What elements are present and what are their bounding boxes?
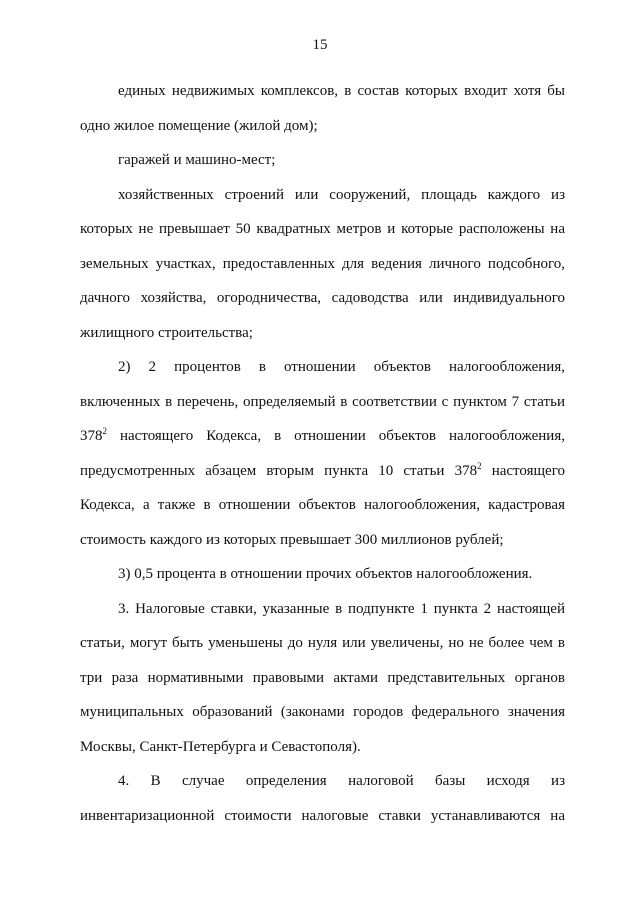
paragraph-line: гаражей и машино-мест;	[118, 152, 276, 168]
paragraph-line: которых не превышает 50 квадратных метров и которые расположены на	[80, 221, 565, 237]
paragraph-line: хозяйственных строений или сооружений, площадь каждого из	[118, 186, 565, 203]
paragraph-line: Кодекса, а также в отношении объектов налогообложения, кадастровая	[80, 497, 565, 513]
paragraph-line: стоимость каждого из которых превышает 300 миллионов рублей;	[80, 531, 504, 548]
paragraph-line: 3. Налоговые ставки, указанные в подпункте 1 пункта 2 настоящей	[118, 600, 565, 617]
paragraph-line: Москвы, Санкт-Петербурга и Севастополя).	[80, 738, 361, 755]
paragraph-line: три раза нормативными правовыми актами представительных органов	[80, 669, 565, 686]
paragraph-line: жилищного строительства;	[80, 324, 253, 341]
paragraph-line: статьи, могут быть уменьшены до нуля или увеличены, но не более чем в	[80, 635, 565, 651]
paragraph-line: 4. В случае определения налоговой базы исходя из	[118, 773, 565, 789]
paragraph-line: земельных участках, предоставленных для ведения личного подсобного,	[80, 255, 565, 272]
paragraph-line: единых недвижимых комплексов, в состав которых входит хотя бы	[118, 83, 565, 99]
paragraph-line: включенных в перечень, определяемый в соответствии с пунктом 7 статьи	[80, 393, 565, 410]
paragraph-line	[80, 419, 565, 454]
paragraph-line: 3) 0,5 процента в отношении прочих объектов налогообложения.	[118, 566, 533, 582]
paragraph-line: одно жилое помещение (жилой дом);	[80, 117, 318, 134]
line-text: настоящего Кодекса, в отношении объектов налогообложения,	[107, 428, 565, 444]
line-text: предусмотренных абзацем вторым пункта 10 статьи 378	[80, 462, 478, 479]
document-body	[80, 74, 565, 833]
superscript: 2	[477, 460, 482, 471]
page-number: 15	[312, 37, 328, 53]
paragraph-line	[80, 454, 565, 489]
paragraph-line: инвентаризационной стоимости налоговые ставки устанавливаются на	[80, 807, 565, 824]
paragraph-line: муниципальных образований (законами городов федерального значения	[80, 704, 565, 720]
line-text: 378	[80, 428, 103, 444]
superscript: 2	[102, 426, 107, 436]
paragraph-line: 2) 2 процентов в отношении объектов налогообложения,	[118, 359, 565, 375]
paragraph-line: дачного хозяйства, огородничества, садоводства или индивидуального	[80, 290, 565, 306]
line-text: настоящего	[481, 462, 565, 479]
